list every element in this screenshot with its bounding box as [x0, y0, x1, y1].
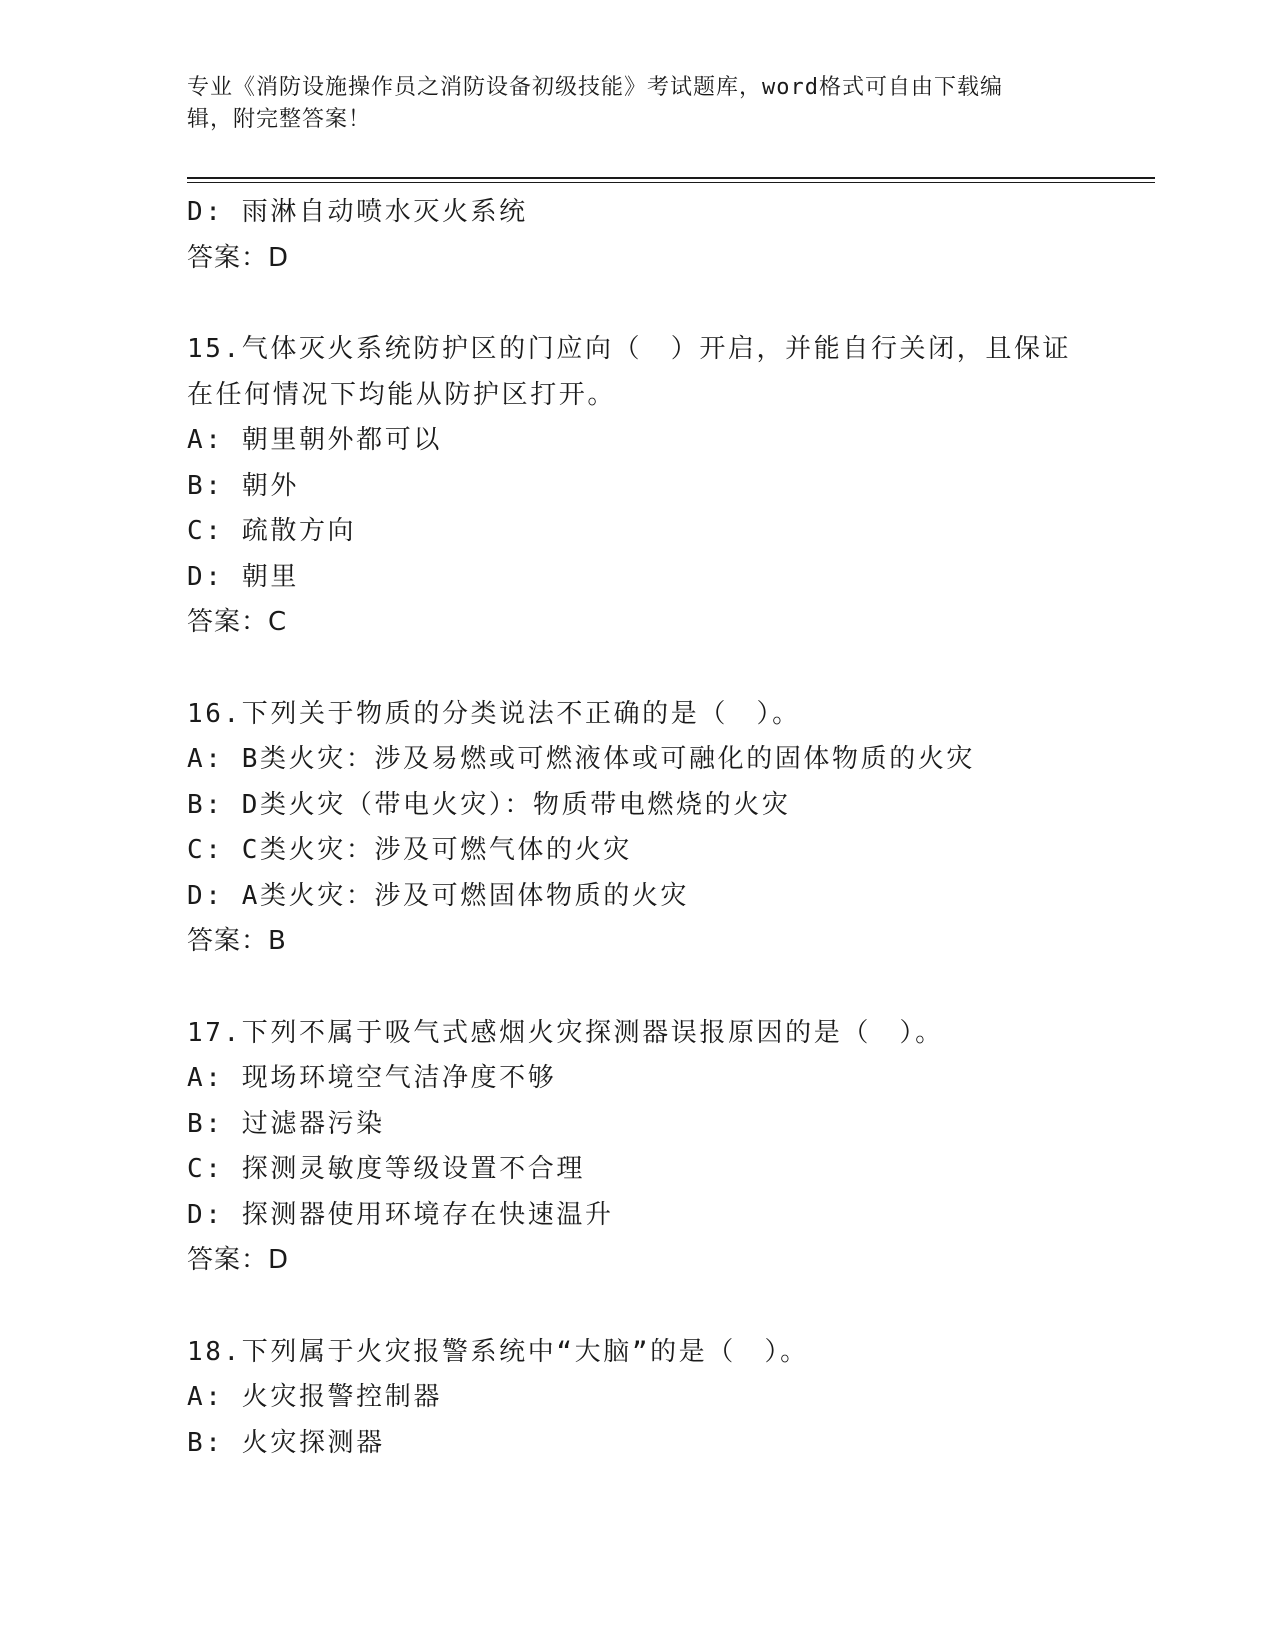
- option-d: D: 雨淋自动喷水灭火系统: [187, 197, 528, 227]
- option-a: A: 火灾报警控制器: [187, 1382, 442, 1412]
- question-stem-line-1: 17.下列不属于吸气式感烟火灾探测器误报原因的是（ ）。: [187, 1017, 944, 1048]
- question-block-prev: [187, 190, 1155, 281]
- option-d: D: A类火灾：涉及可燃固体物质的火灾: [187, 880, 690, 911]
- option-b: B: 火灾探测器: [187, 1427, 385, 1458]
- question-block-16: [187, 692, 1155, 965]
- answer-line: 答案：D: [187, 1245, 290, 1275]
- question-block-18: [187, 1330, 1155, 1467]
- option-d: D: 探测器使用环境存在快速温升: [187, 1199, 614, 1230]
- question-stem-line-1: 18.下列属于火灾报警系统中“大脑”的是（ ）。: [187, 1336, 809, 1367]
- answer-line: 答案：C: [187, 607, 288, 637]
- option-b: B: D类火灾（带电火灾）：物质带电燃烧的火灾: [187, 789, 791, 820]
- option-a: A: 现场环境空气洁净度不够: [187, 1063, 557, 1093]
- option-b: B: 朝外: [187, 470, 299, 501]
- header-rule-thin: [187, 182, 1155, 183]
- header-rule-thick: [187, 177, 1155, 179]
- header-line-1: 专业《消防设施操作员之消防设备初级技能》考试题库，word格式可自由下载编: [187, 75, 1003, 100]
- question-block-17: [187, 1011, 1155, 1284]
- question-stem-line-2: 在任何情况下均能从防护区打开。: [187, 379, 617, 410]
- page-header: [187, 72, 1087, 136]
- question-block-15: [187, 327, 1155, 646]
- option-a: A: B类火灾：涉及易燃或可燃液体或可融化的固体物质的火灾: [187, 744, 976, 774]
- option-c: C: C类火灾：涉及可燃气体的火灾: [187, 835, 632, 865]
- option-a: A: 朝里朝外都可以: [187, 425, 442, 455]
- answer-line: 答案：D: [187, 242, 290, 273]
- option-c: C: 疏散方向: [187, 516, 357, 546]
- question-list: [187, 190, 1155, 1466]
- header-line-2: 辑，附完整答案！: [187, 107, 372, 132]
- answer-line: 答案：B: [187, 926, 287, 956]
- question-stem-line-1: 15.气体灭火系统防护区的门应向（ ）开启，并能自行关闭，且保证: [187, 334, 1072, 364]
- option-c: C: 探测灵敏度等级设置不合理: [187, 1154, 585, 1184]
- question-stem-line-1: 16.下列关于物质的分类说法不正确的是（ ）。: [187, 698, 801, 729]
- option-b: B: 过滤器污染: [187, 1108, 385, 1139]
- option-d: D: 朝里: [187, 561, 299, 592]
